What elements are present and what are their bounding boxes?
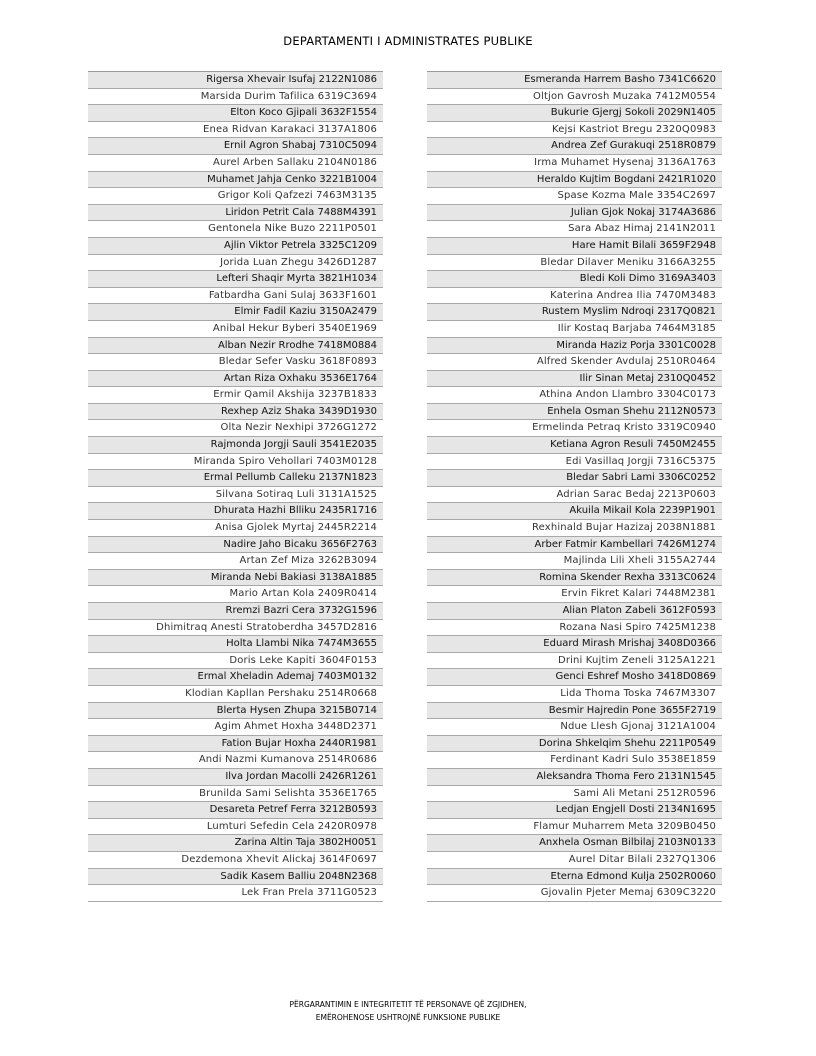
list-row: Lefteri Shaqir Myrta 3821H1034 <box>88 271 383 288</box>
list-row: Ernil Agron Shabaj 7310C5094 <box>88 138 383 155</box>
list-row: Katerina Andrea Ilia 7470M3483 <box>427 288 722 305</box>
list-row: Agim Ahmet Hoxha 3448D2371 <box>88 719 383 736</box>
list-row: Marsida Durim Tafilica 6319C3694 <box>88 89 383 106</box>
list-row: Ilir Kostaq Barjaba 7464M3185 <box>427 321 722 338</box>
list-row: Miranda Spiro Vehollari 7403M0128 <box>88 454 383 471</box>
list-row: Miranda Haziz Porja 3301C0028 <box>427 338 722 355</box>
list-row: Romina Skender Rexha 3313C0624 <box>427 570 722 587</box>
list-row: Dezdemona Xhevit Alickaj 3614F0697 <box>88 852 383 869</box>
list-row: Anisa Gjolek Myrtaj 2445R2214 <box>88 520 383 537</box>
footer-line-1: PËRGARANTIMIN E INTEGRITETIT TË PERSONAVE QË ZGJIDHEN, <box>289 1000 527 1009</box>
list-row: Lumturi Sefedin Cela 2420R0978 <box>88 819 383 836</box>
list-row: Muhamet Jahja Cenko 3221B1004 <box>88 172 383 189</box>
list-row: Fation Bujar Hoxha 2440R1981 <box>88 736 383 753</box>
list-row: Eterna Edmond Kulja 2502R0060 <box>427 869 722 886</box>
list-row: Bledar Sefer Vasku 3618F0893 <box>88 354 383 371</box>
list-row: Holta Llambi Nika 7474M3655 <box>88 636 383 653</box>
list-row: Jorida Luan Zhegu 3426D1287 <box>88 255 383 272</box>
list-row: Alban Nezir Rrodhe 7418M0884 <box>88 338 383 355</box>
list-row: Andi Nazmi Kumanova 2514R0686 <box>88 752 383 769</box>
list-row: Ndue Llesh Gjonaj 3121A1004 <box>427 719 722 736</box>
list-row: Bukurie Gjergj Sokoli 2029N1405 <box>427 105 722 122</box>
list-row: Edi Vasillaq Jorgji 7316C5375 <box>427 454 722 471</box>
list-row: Julian Gjok Nokaj 3174A3686 <box>427 205 722 222</box>
list-row: Fatbardha Gani Sulaj 3633F1601 <box>88 288 383 305</box>
list-row: Ermal Xheladin Ademaj 7403M0132 <box>88 669 383 686</box>
list-row: Nadire Jaho Bicaku 3656F2763 <box>88 537 383 554</box>
list-row: Esmeranda Harrem Basho 7341C6620 <box>427 72 722 89</box>
list-row: Genci Eshref Mosho 3418D0869 <box>427 669 722 686</box>
list-row: Dorina Shkelqim Shehu 2211P0549 <box>427 736 722 753</box>
list-row: Dhimitraq Anesti Stratoberdha 3457D2816 <box>88 620 383 637</box>
list-row: Ermir Qamil Akshija 3237B1833 <box>88 387 383 404</box>
list-row: Ledjan Engjell Dosti 2134N1695 <box>427 802 722 819</box>
list-row: Hare Hamit Bilali 3659F2948 <box>427 238 722 255</box>
list-row: Alfred Skender Avdulaj 2510R0464 <box>427 354 722 371</box>
list-row: Ervin Fikret Kalari 7448M2381 <box>427 586 722 603</box>
list-row: Dhurata Hazhi Blliku 2435R1716 <box>88 503 383 520</box>
page-title: DEPARTAMENTI I ADMINISTRATES PUBLIKE <box>283 34 533 48</box>
list-row: Alian Platon Zabeli 3612F0593 <box>427 603 722 620</box>
list-row: Rigersa Xhevair Isufaj 2122N1086 <box>88 72 383 89</box>
list-row: Klodian Kapllan Pershaku 2514R0668 <box>88 686 383 703</box>
list-row: Anxhela Osman Bilbilaj 2103N0133 <box>427 835 722 852</box>
list-row: Lida Thoma Toska 7467M3307 <box>427 686 722 703</box>
list-row: Andrea Zef Gurakuqi 2518R0879 <box>427 138 722 155</box>
list-row: Irma Muhamet Hysenaj 3136A1763 <box>427 155 722 172</box>
list-row: Drini Kujtim Zeneli 3125A1221 <box>427 653 722 670</box>
list-row: Artan Zef Miza 3262B3094 <box>88 553 383 570</box>
list-row: Enhela Osman Shehu 2112N0573 <box>427 404 722 421</box>
list-row: Flamur Muharrem Meta 3209B0450 <box>427 819 722 836</box>
list-row: Eduard Mirash Mrishaj 3408D0366 <box>427 636 722 653</box>
list-row: Ferdinant Kadri Sulo 3538E1859 <box>427 752 722 769</box>
list-row: Gjovalin Pjeter Memaj 6309C3220 <box>427 885 722 902</box>
list-row: Kejsi Kastriot Bregu 2320Q0983 <box>427 122 722 139</box>
list-row: Rexhep Aziz Shaka 3439D1930 <box>88 404 383 421</box>
list-row: Miranda Nebi Bakiasi 3138A1885 <box>88 570 383 587</box>
list-row: Aurel Ditar Bilali 2327Q1306 <box>427 852 722 869</box>
list-row: Heraldo Kujtim Bogdani 2421R1020 <box>427 172 722 189</box>
list-row: Adrian Sarac Bedaj 2213P0603 <box>427 487 722 504</box>
list-row: Aleksandra Thoma Fero 2131N1545 <box>427 769 722 786</box>
list-row: Akuila Mikail Kola 2239P1901 <box>427 503 722 520</box>
right-name-list <box>427 71 722 902</box>
list-row: Besmir Hajredin Pone 3655F2719 <box>427 703 722 720</box>
list-row: Ajlin Viktor Petrela 3325C1209 <box>88 238 383 255</box>
list-row: Rremzi Bazri Cera 3732G1596 <box>88 603 383 620</box>
list-row: Bledar Sabri Lami 3306C0252 <box>427 470 722 487</box>
list-row: Doris Leke Kapiti 3604F0153 <box>88 653 383 670</box>
list-row: Sara Abaz Himaj 2141N2011 <box>427 221 722 238</box>
list-row: Desareta Petref Ferra 3212B0593 <box>88 802 383 819</box>
list-row: Oltjon Gavrosh Muzaka 7412M0554 <box>427 89 722 106</box>
list-row: Elton Koco Gjipali 3632F1554 <box>88 105 383 122</box>
list-row: Elmir Fadil Kaziu 3150A2479 <box>88 304 383 321</box>
page-footer <box>0 998 816 1024</box>
list-row: Bledar Dilaver Meniku 3166A3255 <box>427 255 722 272</box>
list-row: Sadik Kasem Balliu 2048N2368 <box>88 869 383 886</box>
list-row: Ilir Sinan Metaj 2310Q0452 <box>427 371 722 388</box>
list-row: Ermelinda Petraq Kristo 3319C0940 <box>427 420 722 437</box>
list-row: Anibal Hekur Byberi 3540E1969 <box>88 321 383 338</box>
list-row: Sami Ali Metani 2512R0596 <box>427 786 722 803</box>
list-row: Olta Nezir Nexhipi 3726G1272 <box>88 420 383 437</box>
list-row: Artan Riza Oxhaku 3536E1764 <box>88 371 383 388</box>
list-row: Aurel Arben Sallaku 2104N0186 <box>88 155 383 172</box>
list-row: Lek Fran Prela 3711G0523 <box>88 885 383 902</box>
list-row: Spase Kozma Male 3354C2697 <box>427 188 722 205</box>
list-row: Ketiana Agron Resuli 7450M2455 <box>427 437 722 454</box>
list-row: Gentonela Nike Buzo 2211P0501 <box>88 221 383 238</box>
list-row: Majlinda Lili Xheli 3155A2744 <box>427 553 722 570</box>
list-row: Rajmonda Jorgji Sauli 3541E2035 <box>88 437 383 454</box>
list-row: Bledi Koli Dimo 3169A3403 <box>427 271 722 288</box>
list-row: Arber Fatmir Kambellari 7426M1274 <box>427 537 722 554</box>
list-row: Zarina Altin Taja 3802H0051 <box>88 835 383 852</box>
list-row: Rustem Myslim Ndroqi 2317Q0821 <box>427 304 722 321</box>
list-row: Blerta Hysen Zhupa 3215B0714 <box>88 703 383 720</box>
list-row: Silvana Sotiraq Luli 3131A1525 <box>88 487 383 504</box>
list-row: Liridon Petrit Cala 7488M4391 <box>88 205 383 222</box>
list-row: Athina Andon Llambro 3304C0173 <box>427 387 722 404</box>
list-row: Ilva Jordan Macolli 2426R1261 <box>88 769 383 786</box>
footer-line-2: EMËROHENOSE USHTROJNË FUNKSIONE PUBLIKE <box>315 1013 501 1022</box>
list-row: Rexhinald Bujar Hazizaj 2038N1881 <box>427 520 722 537</box>
list-row: Rozana Nasi Spiro 7425M1238 <box>427 620 722 637</box>
list-row: Grigor Koli Qafzezi 7463M3135 <box>88 188 383 205</box>
left-name-list <box>88 71 383 902</box>
list-row: Ermal Pellumb Calleku 2137N1823 <box>88 470 383 487</box>
list-row: Mario Artan Kola 2409R0414 <box>88 586 383 603</box>
list-row: Brunilda Sami Selishta 3536E1765 <box>88 786 383 803</box>
list-row: Enea Ridvan Karakaci 3137A1806 <box>88 122 383 139</box>
